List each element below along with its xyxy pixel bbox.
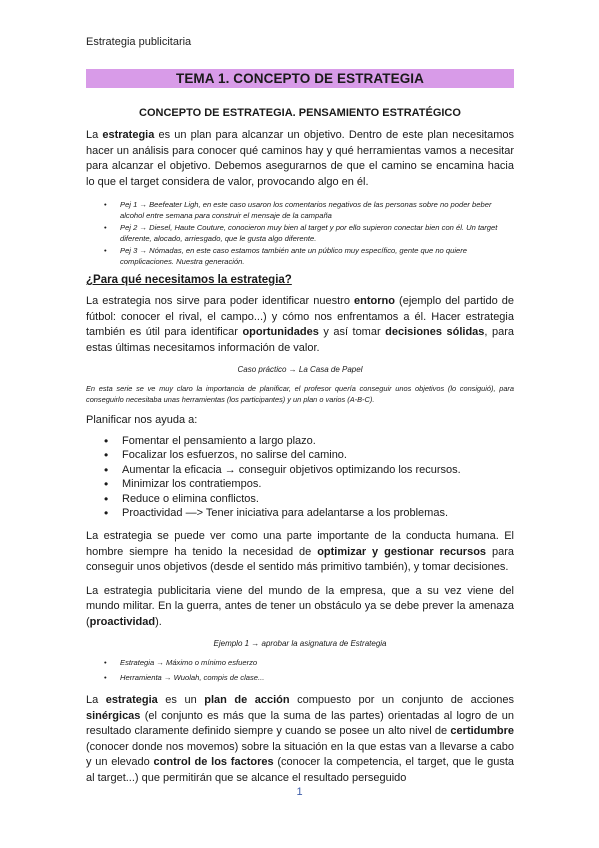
plan-benefits-list	[86, 434, 514, 522]
example-sublist	[86, 657, 514, 683]
section-heading: ¿Para qué necesitamos la estrategia?	[86, 274, 292, 286]
intro-paragraph: La estrategia es un plan para alcanzar un objetivo. Dentro de este plan necesitamos hacer un análisis para conocer qué caminos hay y qué herramientas vamos a necesitar para alcanzar el objetivo. Debemos asegurarnos de que el camino se encamina hacia lo que el target considera de valor, provocando algo en él.	[86, 129, 514, 188]
page-number: 1	[296, 786, 303, 798]
example-subitem: • Herramienta → Wuolah, compis de clase...	[86, 672, 514, 683]
plan-intro: Planificar nos ayuda a:	[86, 414, 198, 426]
page-title	[86, 69, 514, 88]
running-header: Estrategia publicitaria	[86, 36, 192, 48]
example-subitem: • Estrategia → Máximo o mínimo esfuerzo	[86, 657, 514, 668]
case-study-title: Caso práctico → La Casa de Papel	[237, 365, 363, 374]
list-item: • Aumentar la eficacia → conseguir objetivos optimizando los recursos.	[86, 463, 514, 478]
definition-paragraph: La estrategia es un plan de acción compuesto por un conjunto de acciones sinérgicas (el conjunto es más que la suma de las partes) orientadas al logro de un resultado claramente definido siempre y cuando se posee un alto nivel de certidumbre (conocer donde nos movemos) sobre la situación en la que estas van a llevarse a cabo y un elevado control de los factores (conocer la competencia, el target, que le gusta al target...) que permitirán que se alcance el resultado perseguido	[86, 694, 514, 784]
example-item: • Pej 1 → Beefeater Ligh, en este caso usaron los comentarios negativos de las personas sobre no poder beber alcohol entre semana para construir el mensaje de la campaña	[86, 199, 514, 221]
need-paragraph: La estrategia nos sirve para poder identificar nuestro entorno (ejemplo del partido de fútbol: conocer el rival, el campo...) y cómo nos enfrentamos a él. Hacer estrategia también es útil para identificar oportunidades y así tomar decisiones sólidas, para estas últimas necesitamos información de valor.	[86, 295, 514, 354]
example-item: • Pej 2 → Diesel, Haute Couture, conocieron muy bien al target y por ello supieron conectar bien con él. Un target diferente, alocado, arriesgado, que le gusta algo diferente.	[86, 222, 514, 244]
bold-term: estrategia	[102, 129, 155, 141]
case-study-note: En esta serie se ve muy claro la importancia de planificar, el profesor quería conseguir unos objetivos (lo consiguió), para conseguirlo necesitaba unas herramientas (los participantes) y un plan o varios (A-B-C).	[86, 384, 514, 404]
section-subtitle: CONCEPTO DE ESTRATEGIA. PENSAMIENTO ESTRATÉGICO	[139, 107, 461, 119]
example-title: Ejemplo 1 → aprobar la asignatura de Estrategia	[213, 639, 387, 649]
example-item: • Pej 3 → Nómadas, en este caso estamos también ante un público muy específico, gente que no quiere complicaciones. Nuestra generación.	[86, 245, 514, 267]
list-item: • Proactividad —> Tener iniciativa para adelantarse a los problemas.	[86, 506, 514, 521]
examples-list	[86, 199, 514, 267]
list-item: • Minimizar los contratiempos.	[86, 477, 514, 492]
list-item: • Reduce o elimina conflictos.	[86, 492, 514, 507]
main-content	[86, 128, 514, 786]
page-title-text: TEMA 1. CONCEPTO DE ESTRATEGIA	[175, 71, 425, 86]
military-paragraph: La estrategia publicitaria viene del mundo de la empresa, que a su vez viene del mundo militar. En la guerra, antes de tener un obstáculo ya se debe prever la amenaza (proactividad).	[86, 584, 514, 628]
list-item: • Fomentar el pensamiento a largo plazo.	[86, 434, 514, 449]
human-conduct-paragraph: La estrategia se puede ver como una parte importante de la conducta humana. El hombre siempre ha tenido la necesidad de optimizar y gestionar recursos para conseguir unos objetivos (desde el sentido más primitivo también), y tomar decisiones.	[86, 530, 515, 574]
list-item: • Focalizar los esfuerzos, no salirse del camino.	[86, 448, 514, 463]
